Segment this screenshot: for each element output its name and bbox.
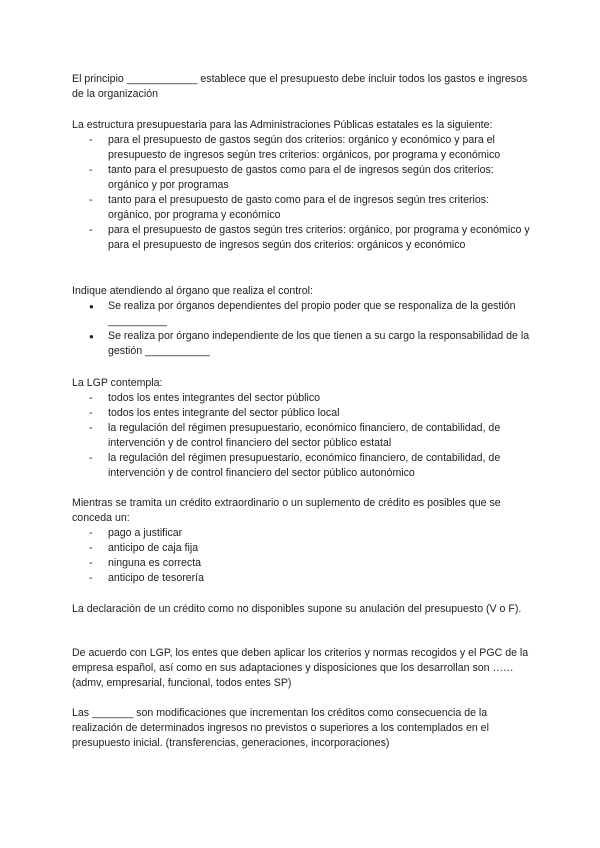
option-item: - la regulación del régimen presupuestario, económico financiero, de contabilidad, de intervención y de control financiero del sector público autonómico [72, 451, 532, 481]
question-2-intro: La estructura presupuestaria para las Administraciones Públicas estatales es la siguiente: [72, 119, 493, 131]
option-item: - tanto para el presupuesto de gastos como para el de ingresos según dos criterios: orgánico y por programas [72, 163, 532, 193]
option-item: - todos los entes integrantes del sector público [72, 391, 532, 406]
question-5 [72, 496, 532, 586]
option-item: - todos los entes integrante del sector público local [72, 406, 532, 421]
option-item: - la regulación del régimen presupuestario, económico financiero, de contabilidad, de intervención y de control financiero del sector público estatal [72, 421, 532, 451]
question-8 [72, 706, 532, 751]
option-item: - para el presupuesto de gastos según dos criterios: orgánico y económico y para el presupuesto de ingresos según tres criterios: orgánicos, por programa y económico [72, 133, 532, 163]
option-item: - anticipo de caja fija [72, 541, 532, 556]
option-item: - para el presupuesto de gastos según tres criterios: orgánico, por programa y económico y para el presupuesto de ingresos según dos criterios: orgánicos y económico [72, 223, 532, 253]
question-1-text: El principio ____________ establece que el presupuesto debe incluir todos los gastos e ingresos de la organización [72, 73, 528, 100]
question-8-text: Las _______ son modificaciones que incrementan los créditos como consecuencia de la realización de determinados ingresos no previstos o superiores a los contemplados en el presupuesto inicial. (transferencias, generaciones, incorporaciones) [72, 707, 489, 749]
question-2-options [72, 133, 532, 253]
option-item: - pago a justificar [72, 526, 532, 541]
question-7-text: De acuerdo con LGP, los entes que deben aplicar los criterios y normas recogidos y el PGC de la empresa español, así como en sus adaptaciones y disposiciones que los desarrollan son …… (admv, empresarial, funcional, todos entes SP) [72, 647, 529, 689]
question-4 [72, 376, 532, 481]
option-item: - anticipo de tesorería [72, 571, 532, 586]
question-2 [72, 118, 532, 253]
question-3-bullets [72, 299, 532, 359]
question-6 [72, 602, 532, 617]
question-4-options [72, 391, 532, 481]
question-7 [72, 646, 532, 691]
question-3 [72, 284, 532, 359]
question-5-intro: Mientras se tramita un crédito extraordinario o un suplemento de crédito es posibles que se conceda un: [72, 497, 501, 524]
option-item: - tanto para el presupuesto de gasto como para el de ingresos según tres criterios: orgánico, por programa y económico [72, 193, 532, 223]
bullet-item: ● Se realiza por órganos dependientes del propio poder que se responaliza de la gestión __________ [72, 299, 532, 329]
question-6-text: La declaración de un crédito como no disponibles supone su anulación del presupuesto (V o F). [72, 603, 522, 615]
question-5-options [72, 526, 532, 586]
option-item: - ninguna es correcta [72, 556, 532, 571]
question-3-intro: Indique atendiendo al órgano que realiza el control: [72, 285, 313, 297]
question-1 [72, 72, 532, 102]
question-4-intro: La LGP contempla: [72, 377, 163, 389]
bullet-item: ● Se realiza por órgano independiente de los que tienen a su cargo la responsabilidad de la gestión ___________ [72, 329, 532, 359]
